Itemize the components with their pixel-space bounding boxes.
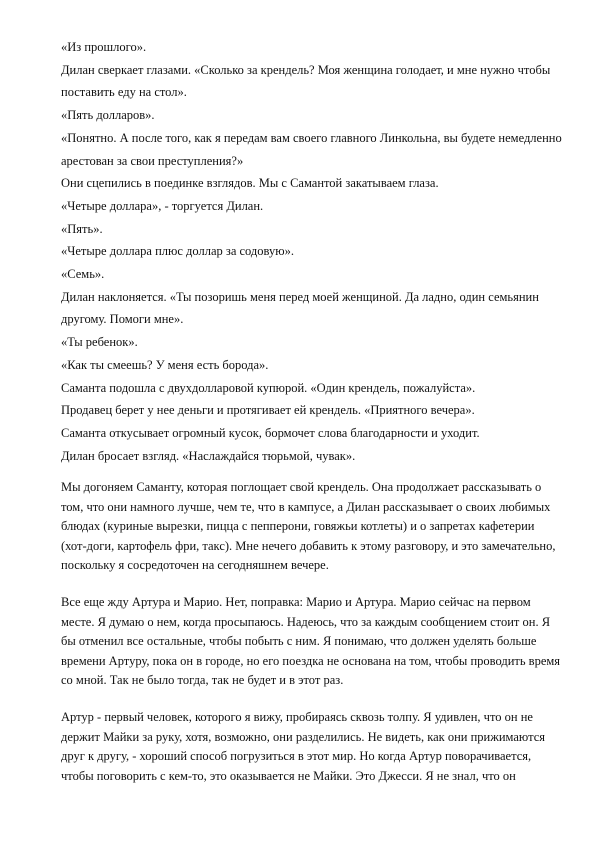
paragraph-line: месте. Я думаю о нем, когда просыпаюсь. Надеюсь, что за каждым сообщением стоит он. Я (61, 614, 551, 629)
dialogue-line: Саманта откусывает огромный кусок, бормочет слова благодарности и уходит. (61, 425, 480, 440)
dialogue-line: Дилан сверкает глазами. «Сколько за крендель? Моя женщина голодает, и мне нужно чтобы (61, 62, 551, 77)
dialogue-line: Они сцепились в поединке взглядов. Мы с Самантой закатываем глаза. (61, 176, 439, 191)
dialogue-line: «Понятно. А после того, как я передам вам своего главного Линкольна, вы будете немедленно (61, 130, 562, 145)
paragraph-spacer (61, 690, 551, 708)
dialogue-line: Дилан наклоняется. «Ты позоришь меня перед моей женщиной. Да ладно, один семьянин (61, 289, 539, 304)
paragraph-line: Мы догоняем Саманту, которая поглощает свой крендель. Она продолжает рассказывать о (61, 480, 542, 495)
paragraph-line: чтобы поговорить с кем-то, это оказывается не Майки. Это Джесси. Я не знал, что он (61, 768, 516, 783)
paragraph-spacer (61, 575, 551, 593)
document-body (61, 36, 562, 786)
paragraph-1 (61, 478, 556, 575)
dialogue-block (61, 36, 562, 467)
paragraph-line: блюдах (куриные вырезки, пицца с пепперони, говяжьи котлеты) и о запретах кафетерии (61, 519, 535, 534)
dialogue-line: другому. Помоги мне». (61, 312, 184, 327)
paragraph-line: бы отменил все остальные, чтобы побыть с ним. Я понимаю, что должен уделять больше (61, 634, 537, 649)
paragraph-line: поскольку я сосредоточен на сегодняшнем вечере. (61, 557, 329, 572)
paragraph-line: со мной. Так не было тогда, так не будет и в этот раз. (61, 673, 344, 688)
paragraph-3 (61, 708, 551, 786)
dialogue-line: арестован за свои преступления?» (61, 153, 244, 168)
dialogue-line: Продавец берет у нее деньги и протягивает ей крендель. «Приятного вечера». (61, 403, 475, 418)
paragraph-line: том, что они намного лучше, чем те, что в кампусе, а Дилан рассказывает о своих любимых (61, 499, 551, 514)
paragraph-spacer (61, 467, 551, 478)
paragraph-line: времени Артуру, пока он в городе, но его поездка не основана на том, чтобы проводить время (61, 653, 561, 668)
paragraph-2 (61, 593, 561, 690)
dialogue-line: «Ты ребенок». (61, 335, 138, 350)
dialogue-line: «Пять долларов». (61, 108, 155, 123)
dialogue-line: «Из прошлого». (61, 40, 147, 54)
dialogue-line: «Семь». (61, 267, 105, 282)
dialogue-line: «Пять». (61, 221, 103, 236)
paragraph-line: (хот-доги, картофель фри, такс). Мне нечего добавить к этому разговору, и это замечательно, (61, 538, 556, 553)
paragraph-line: Артур - первый человек, которого я вижу, пробираясь сквозь толпу. Я удивлен, что он не (61, 710, 533, 725)
dialogue-line: «Четыре доллара», - торгуется Дилан. (61, 198, 264, 213)
dialogue-line: «Как ты смеешь? У меня есть борода». (61, 357, 269, 372)
dialogue-line: Дилан бросает взгляд. «Наслаждайся тюрьмой, чувак». (61, 448, 356, 463)
dialogue-line: Саманта подошла с двухдолларовой купюрой. «Один крендель, пожалуйста». (61, 380, 476, 395)
paragraph-line: друг к другу, - хороший способ погрузиться в этот мир. Но когда Артур поворачивается, (61, 749, 532, 764)
paragraph-line: Все еще жду Артура и Марио. Нет, поправка: Марио и Артура. Марио сейчас на первом (61, 595, 531, 610)
paragraph-line: держит Майки за руку, хотя, возможно, они разделились. Не видеть, как они прижимаются (61, 729, 545, 744)
dialogue-line: «Четыре доллара плюс доллар за содовую». (61, 244, 294, 259)
dialogue-line: поставить еду на стол». (61, 85, 187, 100)
